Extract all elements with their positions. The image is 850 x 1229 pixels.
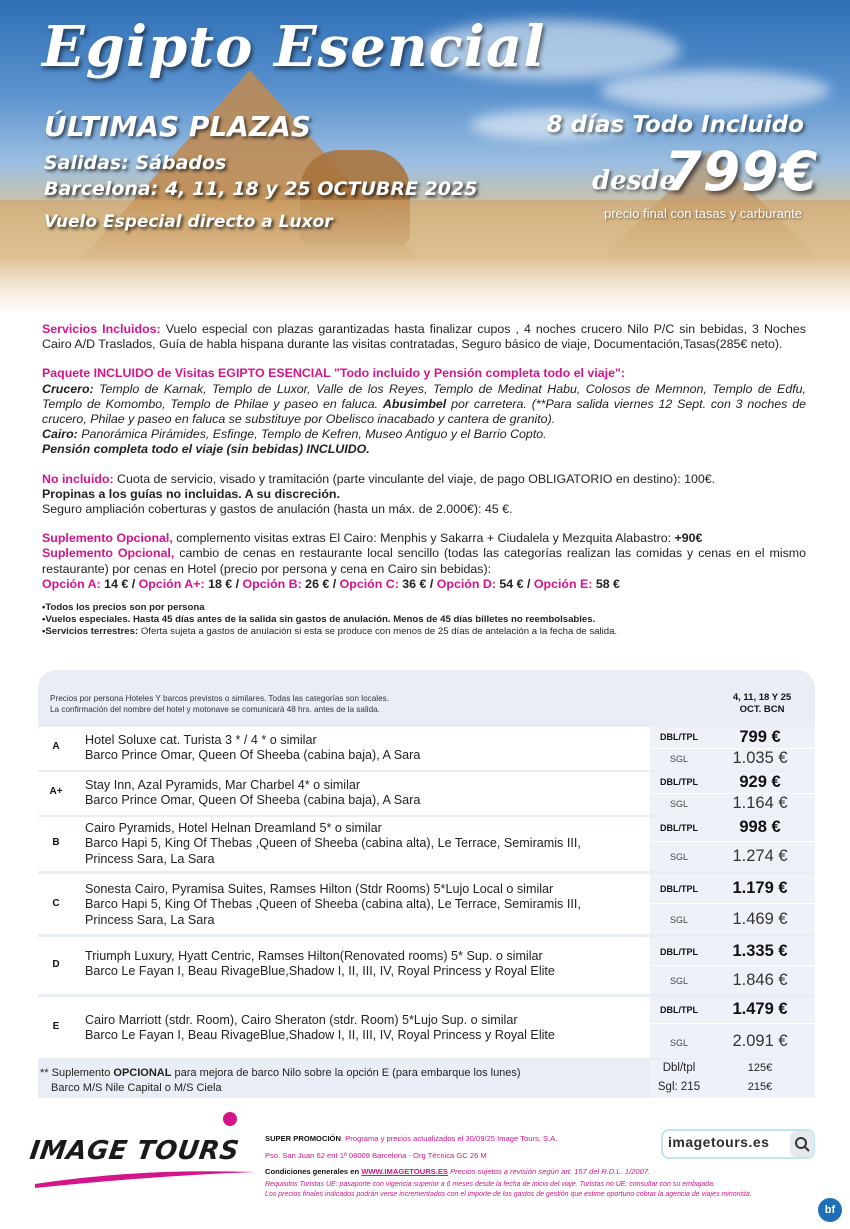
- sup-note-a: ** Suplemento: [40, 1067, 114, 1079]
- promo-text: . Programa y precios actualizados el 30/09/25 Image Tours, S.A.: [340, 1134, 558, 1143]
- table-header-dates: [712, 692, 812, 716]
- desc-line: Princess Sara, La Sara: [85, 912, 215, 927]
- suplemento-2-label: Suplemento Opcional,: [42, 546, 175, 561]
- crucero-text-2: por carretera. (**Para salida viernes 12 Sept. con 3 noches de crucero, Philae y paseo en faluca se substituye por Obelisco inacabado y cantera de granito).: [42, 396, 806, 427]
- cond-italic: Precios sujetos a revisión según art. 157 del R.D.L. 1/2007.: [447, 1167, 651, 1176]
- row-description: [85, 949, 645, 980]
- table-row: [38, 772, 815, 815]
- suplemento-2-text: cambio de cenas en restaurante local sencillo (todas las categorías realizan las comidas y cenas en el mismo restaurante) por cenas en Hotel (precio por persona y cena en Cairo sin bebidas):: [42, 546, 806, 576]
- search-icon: [790, 1131, 814, 1157]
- desc-line: Barco Le Fayan I, Beau RivageBlue,Shadow I, II, III, IV, Royal Princess y Royal Elite: [85, 1028, 555, 1043]
- sgl-price: 2.091 €: [732, 1032, 788, 1050]
- row-description: [85, 882, 645, 928]
- no-incluido-label: No incluido:: [42, 471, 114, 486]
- option-b-label: Opción B:: [242, 576, 302, 591]
- dbl-price: 799 €: [739, 728, 781, 746]
- note-terrestres-text: Oferta sujeta a gastos de anulación si esta se produce con menos de 25 días de antelación a la fecha de salida.: [138, 626, 618, 638]
- req-text: Requisitos Turistas UE: pasaporte con vigencia superior a 6 meses desde la fecha de inicio del viaje. Turistas no UE: consultar con su embajada.: [265, 1181, 715, 1188]
- options-line: [42, 577, 620, 591]
- desc-line: Cairo Pyramids, Hotel Helnan Dreamland 5* o similar: [85, 821, 382, 835]
- note-terrestres-label: •Servicios terrestres:: [42, 626, 139, 638]
- bf-badge: bf: [818, 1198, 842, 1222]
- no-incluido-paragraph: [42, 472, 806, 518]
- sgl-label: SGL: [669, 915, 688, 925]
- hero-banner: [0, 0, 850, 315]
- hero-dates: Barcelona: 4, 11, 18 y 25 OCTUBRE 2025: [44, 178, 478, 200]
- row-description: [85, 733, 645, 764]
- price-divider: [650, 841, 815, 842]
- hero-price-note: precio final con tasas y carburante: [604, 206, 802, 221]
- trip-details: [42, 322, 806, 638]
- sgl-price: 1.164 €: [732, 794, 788, 812]
- sgl-label: SGL: [669, 852, 688, 862]
- hero-days: 8 días Todo Incluido: [546, 112, 804, 138]
- footer-conditions: [265, 1167, 650, 1177]
- seguro-text: Seguro ampliación coberturas y gastos de anulación (hasta un máx. de 2.000€): 45 €.: [42, 502, 513, 517]
- final-text: Los precios finales indicados podrán verse incrementados con el importe de los gastos de gestión que estime oportuno cobrar la agencia de viajes minorista.: [265, 1191, 752, 1198]
- date-line-2: OCT. BCN: [739, 704, 785, 715]
- footer-final: [265, 1190, 752, 1200]
- dbl-price: 1.335 €: [732, 942, 788, 960]
- price-divider: [650, 965, 815, 966]
- desc-line: Barco Hapi 5, King Of Thebas ,Queen of Sheeba (cabina alta), Le Terrace, Semiramis III,: [85, 897, 581, 912]
- dbl-price: 1.479 €: [732, 1000, 788, 1018]
- sup-note-c: para mejora de barco Nilo sobre la opción E (para embarque los lunes): [171, 1067, 521, 1079]
- table-row: [38, 874, 815, 934]
- cairo-text: Panorámica Pirámides, Esfinge, Templo de Kefren, Museo Antiguo y el Barrio Copto.: [77, 427, 547, 442]
- option-sep: /: [332, 576, 340, 591]
- suplemento-1-text: complemento visitas extras El Cairo: Menphis y Sakarra + Ciudalela y Mezquita Alabastro:: [172, 531, 675, 546]
- website-search-text[interactable]: imagetours.es: [668, 1134, 770, 1150]
- crucero-text: Templo de Karnak, Templo de Luxor, Valle de los Reyes, Templo de Medinat Habu, Colosos de Memnon, Templo de Edfu, Templo de Komombo, Templo de Philae y paseo en faluca.: [42, 381, 806, 411]
- hero-title: Egipto Esencial: [42, 14, 546, 80]
- dbl-label: DBL/TPL: [660, 947, 698, 957]
- row-description: [85, 821, 645, 867]
- price-divider: [650, 903, 815, 904]
- sgl-label: SGL: [669, 1038, 688, 1048]
- dbl-label: DBL/TPL: [660, 732, 698, 742]
- dbl-label: DBL/TPL: [660, 777, 698, 787]
- desc-line: Triumph Luxury, Hyatt Centric, Ramses Hilton(Renovated rooms) 5* Sup. o similar: [85, 949, 543, 963]
- footnotes: [42, 602, 806, 638]
- dbl-label: DBL/TPL: [660, 1005, 698, 1015]
- option-sep: /: [235, 576, 243, 591]
- search-button[interactable]: [790, 1131, 814, 1157]
- category-label: D: [52, 959, 60, 970]
- pension-text: Pensión completa todo el viaje (sin bebidas) INCLUIDO.: [42, 442, 370, 457]
- row-description: [85, 778, 645, 809]
- sup-dbl-label: Dbl/tpl: [662, 1062, 696, 1074]
- option-a-price: 14 €: [100, 576, 132, 591]
- desc-line: Cairo Marriott (stdr. Room), Cairo Sheraton (stdr. Room) 5*Lujo Sup. o similar: [85, 1013, 518, 1027]
- option-sep: /: [526, 576, 534, 591]
- category-label: B: [52, 837, 60, 848]
- promo-bold: SUPER PROMOCIÓN: [265, 1134, 341, 1143]
- table-header-note: [50, 694, 389, 715]
- desc-line: Princess Sara, La Sara: [85, 851, 215, 866]
- desc-line: Barco Prince Omar, Queen Of Sheeba (cabina baja), A Sara: [85, 748, 421, 763]
- dbl-label: DBL/TPL: [660, 884, 698, 894]
- category-label: C: [52, 898, 60, 909]
- sup-note-b: OPCIONAL: [113, 1067, 172, 1079]
- dbl-price: 998 €: [739, 818, 781, 836]
- desc-line: Barco Le Fayan I, Beau RivageBlue,Shadow I, II, III, IV, Royal Princess y Royal Elite: [85, 964, 555, 979]
- table-row: [38, 817, 815, 871]
- sup-dbl-value: 125€: [747, 1062, 773, 1074]
- servicios-text: Vuelo especial con plazas garantizadas hasta finalizar cupos , 4 noches crucero Nilo P/C sin bebidas, 3 Noches Cairo A/D Traslados, Guía de habla hispana durante las visitas contratadas, Seguro básico de viaje, Documentación,Tasas(285€ neto).: [42, 322, 806, 352]
- category-label: E: [52, 1021, 60, 1032]
- image-tours-logo: [27, 1112, 260, 1192]
- conditions-link[interactable]: WWW.IMAGETOURS.ES: [361, 1167, 448, 1176]
- sgl-label: SGL: [669, 754, 688, 764]
- footer-promo: [265, 1134, 557, 1144]
- table-note-1: Precios por persona Hoteles Y barcos previstos o similares. Todas las categorías son locales.: [50, 694, 390, 703]
- desc-line: Hotel Soluxe cat. Turista 3 * / 4 * o similar: [85, 733, 317, 747]
- cloud: [600, 70, 830, 110]
- no-incluido-text: Cuota de servicio, visado y tramitación (parte vinculante del viaje, de pago OBLIGATORIO en destino): 100€.: [113, 471, 716, 486]
- logo-text: IMAGE TOURS: [27, 1136, 242, 1166]
- dbl-price: 1.179 €: [732, 879, 788, 897]
- desc-line: Barco Prince Omar, Queen Of Sheeba (cabina baja), A Sara: [85, 793, 421, 808]
- sgl-price: 1.035 €: [732, 749, 788, 767]
- desc-line: Stay Inn, Azal Pyramids, Mar Charbel 4* o similar: [85, 778, 361, 792]
- servicios-paragraph: [42, 322, 806, 352]
- crucero-label: Crucero:: [42, 381, 94, 396]
- option-aplus-price: 18 €: [204, 576, 236, 591]
- option-a-label: Opción A:: [42, 576, 101, 591]
- sgl-price: 1.274 €: [732, 847, 788, 865]
- suplemento-1-price: +90€: [674, 531, 703, 546]
- option-c-label: Opción C:: [339, 576, 399, 591]
- option-sep: /: [131, 576, 139, 591]
- dbl-price: 929 €: [739, 773, 781, 791]
- hero-flight: Vuelo Especial directo a Luxor: [44, 212, 333, 232]
- table-row: [38, 937, 815, 994]
- cond-bold: Condiciones generales en: [265, 1167, 362, 1176]
- sup-sgl-value: 215€: [747, 1081, 773, 1093]
- option-e-price: 58 €: [592, 576, 620, 591]
- option-sep: /: [429, 576, 437, 591]
- table-row: [38, 727, 815, 770]
- note-precios: •Todos los precios son por persona: [42, 602, 205, 614]
- category-label: A+: [49, 786, 63, 797]
- supplement-note: [40, 1066, 600, 1095]
- option-c-price: 36 €: [398, 576, 430, 591]
- sup-sgl-label: Sgl: 215: [657, 1081, 701, 1093]
- suplemento-1-label: Suplemento Opcional,: [42, 531, 173, 546]
- table-row: [38, 997, 815, 1058]
- footer-requisitos: [265, 1180, 715, 1190]
- hero-subtitle: ÚLTIMAS PLAZAS: [44, 110, 312, 143]
- note-vuelos: •Vuelos especiales. Hasta 45 días antes de la salida sin gastos de anulación. Menos de 45 días billetes no reembolsables.: [42, 614, 596, 626]
- desc-line: Barco Hapi 5, King Of Thebas ,Queen of Sheeba (cabina alta), Le Terrace, Semiramis III,: [85, 836, 581, 851]
- option-d-label: Opción D:: [436, 576, 496, 591]
- logo-dot: [223, 1112, 237, 1126]
- category-label: A: [52, 741, 60, 752]
- suplemento-paragraph: [42, 531, 806, 592]
- paquete-label: Paquete INCLUIDO de Visitas EGIPTO ESENCIAL "Todo incluido y Pensión completa todo el viaje":: [42, 366, 625, 381]
- table-note-2: La confirmación del nombre del hotel y motonave se comunicará 48 hrs. antes de la salida.: [50, 704, 380, 714]
- sgl-price: 1.846 €: [732, 971, 788, 989]
- hero-salidas: Salidas: Sábados: [44, 152, 227, 174]
- dbl-label: DBL/TPL: [660, 823, 698, 833]
- date-line-1: 4, 11, 18 Y 25: [732, 692, 792, 703]
- logo-swoosh-icon: [30, 1162, 260, 1192]
- option-d-price: 54 €: [495, 576, 527, 591]
- sgl-label: SGL: [669, 976, 688, 986]
- sup-note-2: Barco M/S Nile Capital o M/S Ciela: [51, 1081, 222, 1094]
- paquete-paragraph: [42, 366, 806, 457]
- propinas-text: Propinas a los guías no incluidas. A su discreción.: [42, 486, 340, 501]
- address-text: Pso. San Juan 62 ent 1ª 08009 Barcelona - Org Técnica GC 26 M: [265, 1151, 487, 1160]
- sgl-label: SGL: [669, 799, 688, 809]
- cairo-label: Cairo:: [42, 427, 78, 442]
- hero-price: 799€: [664, 140, 819, 203]
- row-description: [85, 1013, 645, 1044]
- option-aplus-label: Opción A+:: [138, 576, 205, 591]
- option-b-price: 26 €: [301, 576, 333, 591]
- hero-desde: desde: [592, 166, 677, 196]
- servicios-label: Servicios Incluidos:: [42, 322, 161, 336]
- sgl-price: 1.469 €: [732, 910, 788, 928]
- footer-address: [265, 1151, 487, 1161]
- option-e-label: Opción E:: [533, 576, 593, 591]
- desc-line: Sonesta Cairo, Pyramisa Suites, Ramses Hilton (Stdr Rooms) 5*Lujo Local o similar: [85, 882, 554, 896]
- abusimbel-label: Abusimbel: [382, 396, 447, 411]
- price-divider: [650, 1023, 815, 1024]
